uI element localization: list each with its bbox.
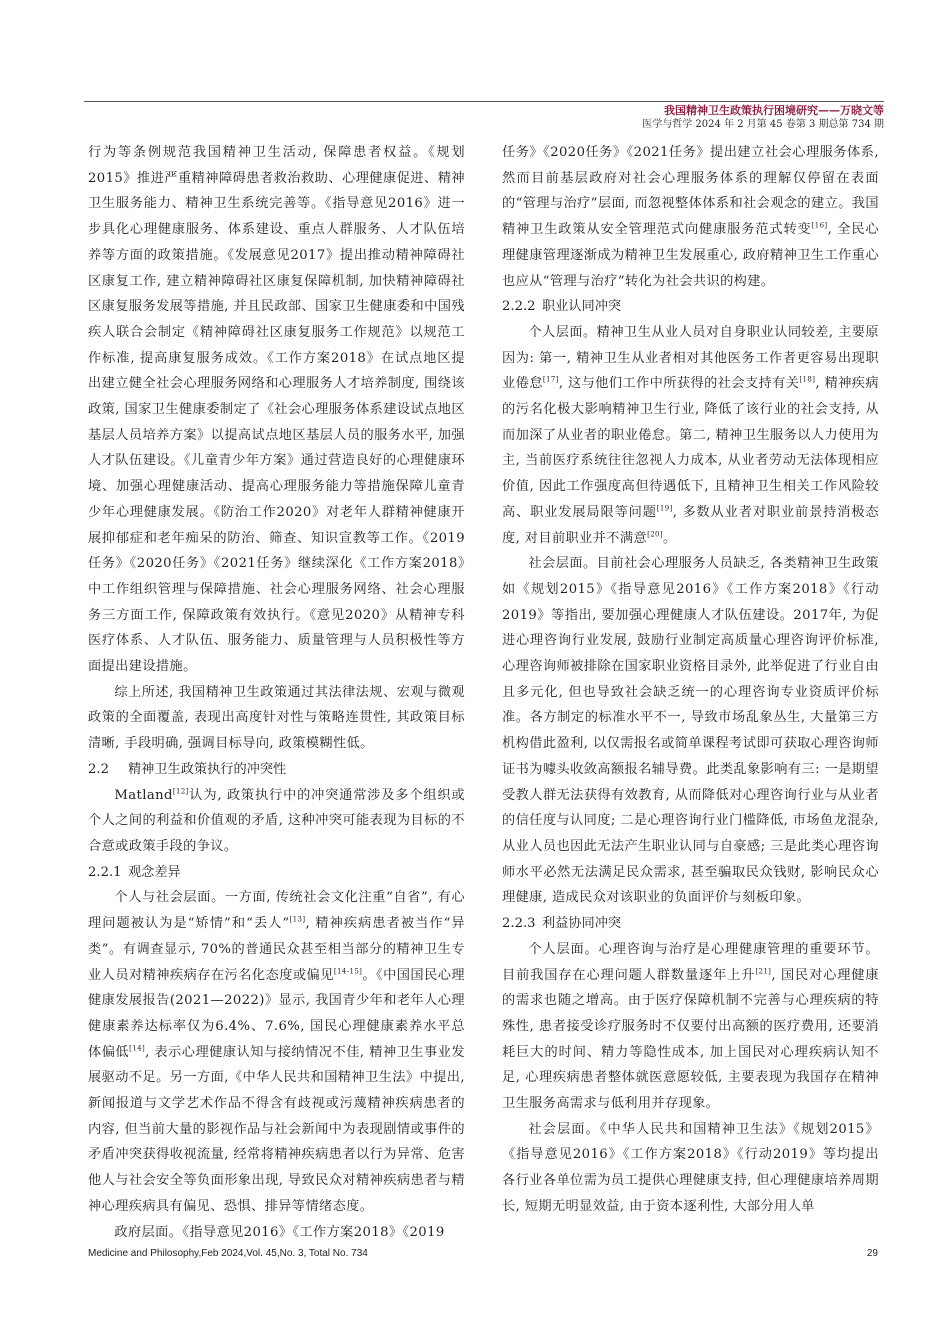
citation: [14]	[129, 1044, 146, 1053]
text-run: 认为, 政策执行中的冲突通常涉及多个组织或个人之间的利益和价值观的矛盾, 这种冲突可能表现为目标的不合意或政策手段的争议。	[88, 787, 465, 854]
paragraph: 社会层面。《中华人民共和国精神卫生法》《规划2015》《指导意见2016》《工作方案2018》《行动2019》等均提出各行业各单位需为员工提供心理健康支持, 但心理健康培养周期长, 短期无明显效益, 由于资本逐利性, 大部分用人单	[502, 1121, 879, 1214]
section-number: 2.2	[88, 761, 109, 777]
text-run: 。	[663, 530, 677, 546]
citation: [20]	[647, 530, 664, 539]
paragraph	[88, 783, 465, 860]
text-run: , 表示心理健康认知与接纳情况不佳, 精神卫生事业发展驱动不足。另一方面,《中华人民共和国精神卫生法》中提出, 新闻报道与文学艺术作品不得含有歧视或污蔑精神疾病患者的内容, 但当前大量的影视作品与社会新闻中为表现剧情或事件的矛盾冲突获得收视流量, 经常将精神疾病患者以行为异常、危害他人与社会安全等负面形象出现, 导致民众对精神疾病患者与精神心理疾病具有偏见、恐惧、排异等情绪态度。	[88, 1044, 465, 1214]
section-number: 2.2.2	[502, 299, 536, 315]
left-column	[88, 140, 465, 1245]
paragraph: 综上所述, 我国精神卫生政策通过其法律法规、宏观与微观政策的全面覆盖, 表现出高度针对性与策略连贯性, 其政策目标清晰, 手段明确, 强调目标导向, 政策模糊性低。	[88, 684, 465, 752]
citation: [21]	[755, 967, 772, 976]
section-heading-2-2-1	[88, 860, 465, 886]
page-header	[84, 101, 884, 132]
paragraph	[502, 140, 879, 294]
citation: [16]	[811, 221, 828, 230]
section-title: 利益协同冲突	[542, 916, 622, 932]
text-run: Matland	[114, 787, 173, 803]
page-footer	[88, 1248, 878, 1259]
paragraph	[502, 937, 879, 1117]
text-run: , 这与他们工作中所获得的社会支持有关	[558, 376, 800, 392]
text-run: 任务》《2020任务》《2021任务》提出建立社会心理服务体系, 然而目前基层政府对社会心理服务体系的理解仅停留在表面的“管理与治疗”层面, 而忽视整体体系和社会观念的建立。我国精神卫生政策从安全管理范式向健康服务范式转变	[502, 145, 879, 238]
text-run: 个人与社会层面。一方面, 传统社会文化注重“自省”, 有心理问题被认为是“矫情”和“丢人”	[88, 890, 465, 932]
section-title: 职业认同冲突	[542, 299, 622, 315]
citation: [14-15]	[333, 967, 363, 976]
section-number: 2.2.3	[502, 916, 536, 932]
section-heading-2-2-2	[502, 294, 879, 320]
text-run: , 全民心理健康管理逐渐成为精神卫生发展重心, 政府精神卫生工作重心也应从“管理与治疗”转化为社会共识的构建。	[502, 222, 879, 289]
text-run: 个人层面。心理咨询与治疗是心理健康管理的重要环节。目前我国存在心理问题人群数量逐年上升	[502, 941, 879, 983]
section-heading-2-2	[88, 757, 465, 783]
paragraph	[502, 320, 879, 551]
citation: [12]	[172, 787, 189, 796]
citation: [19]	[656, 504, 673, 513]
section-title: 精神卫生政策执行的冲突性	[128, 761, 287, 777]
text-run: 。《中国国民心理健康发展报告(2021—2022)》显示, 我国青少年和老年人心理健康素养达标率仅为6.4%、7.6%, 国民心理健康素养水平总体偏低	[88, 967, 465, 1060]
text-run: , 精神疾病的污名化极大影响精神卫生行业, 降低了该行业的社会支持, 从而加深了从业者的职业倦怠。第二, 精神卫生服务以人力使用为主, 当前医疗系统往往忽视人力成本, 从业者劳动无法体现相应价值, 因此工作强度高但待遇低下, 且精神卫生相关工作风险较高、职业发展局限等问题	[502, 376, 879, 520]
right-column	[502, 140, 879, 1220]
paragraph: 政府层面。《指导意见2016》《工作方案2018》《2019	[114, 1224, 445, 1240]
citation: [17]	[542, 375, 559, 384]
text-run: , 多数从业者对职业前景持消极态度, 对目前职业并不满意	[502, 504, 879, 546]
journal-citation: Medicine and Philosophy,Feb 2024,Vol. 45,No. 3, Total No. 734	[88, 1248, 368, 1259]
paragraph	[88, 885, 465, 1219]
issue-line: 医学与哲学 2024 年 2 月第 45 卷第 3 期总第 734 期	[642, 119, 884, 130]
section-number: 2.2.1	[88, 864, 122, 880]
text-run: 个人层面。精神卫生从业人员对自身职业认同较差, 主要原因为: 第一, 精神卫生从业者相对其他医务工作者更容易出现职业倦怠	[502, 324, 879, 392]
paragraph: 社会层面。目前社会心理服务人员缺乏, 各类精神卫生政策如《规划2015》《指导意见2016》《工作方案2018》《行动2019》等指出, 要加强心理健康人才队伍建设。2017年, 为促进心理咨询行业发展, 鼓励行业制定高质量心理咨询评价标准, 心理咨询师被排除在国家职业资格目录外, 此举促进了行业自由且多元化, 但也导致社会缺乏统一的心理咨询专业资质评价标准。各方制定的标准水平不一, 导致市场乱象丛生, 大量第三方机构借此盈利, 以仅需报名或简单课程考试即可获取心理咨询师证书为噱头收敛高额报名辅导费。此类乱象影响有三: 一是期望受教人群无法获得有效教育, 从而降低对心理咨询行业与从业者的信任度与认同度; 二是心理咨询行业门槛降低, 市场鱼龙混杂, 从业人员也因此无法产生职业认同与自豪感; 三是此类心理咨询师水平必然无法满足民众需求, 甚至骗取民众钱财, 影响民众心理健康, 造成民众对该职业的负面评价与刻板印象。	[502, 556, 879, 906]
paragraph: 行为等条例规范我国精神卫生活动, 保障患者权益。《规划2015》推进严重精神障碍患者救治救助、心理健康促进、精神卫生服务能力、精神卫生系统完善等。《指导意见2016》进一步具化心理健康服务、体系建设、重点人群服务、人才队伍培养等方面的政策措施。《发展意见2017》提出推动精神障碍社区康复工作, 建立精神障碍社区康复保障机制, 加快精神障碍社区康复服务发展等措施, 并且民政部、国家卫生健康委和中国残疾人联合会制定《精神障碍社区康复服务工作规范》以规范工作标准, 提高康复服务成效。《工作方案2018》在试点地区提出建立健全社会心理服务网络和心理服务人才培养制度, 围绕该政策, 国家卫生健康委制定了《社会心理服务体系建设试点地区基层人员培养方案》以提高试点地区基层人员的服务水平, 加强人才队伍建设。《儿童青少年方案》通过营造良好的心理健康环境、加强心理健康活动、提高心理服务能力等措施保障儿童青少年心理健康发展。《防治工作2020》对老年人群精神健康开展抑郁症和老年痴呆的防治、筛查、知识宣教等工作。《2019任务》《2020任务》《2021任务》继续深化《工作方案2018》中工作组织管理与保障措施、社会心理服务网络、社会心理服务三方面工作, 保障政策有效执行。《意见2020》从精神专科医疗体系、人才队伍、服务能力、质量管理与人员积极性等方面提出建设措施。	[88, 145, 465, 675]
section-heading-2-2-3	[502, 911, 879, 937]
citation: [18]	[799, 375, 816, 384]
section-title: 观念差异	[128, 864, 181, 880]
text-run: , 国民对心理健康的需求也随之增高。由于医疗保障机制不完善与心理疾病的特殊性, 患者接受诊疗服务时不仅要付出高额的医疗费用, 还要消耗巨大的时间、精力等隐性成本, 加上国民对心理疾病认知不足, 心理疾病患者整体就医意愿较低, 主要表现为我国存在精神卫生服务高需求与低利用并存现象。	[502, 967, 880, 1112]
text-run: , 精神疾病患者被当作“异类”。有调查显示, 70%的普通民众甚至相当部分的精神卫生专业人员对精神疾病存在污名化态度或偏见	[88, 916, 466, 983]
citation: [13]	[289, 915, 306, 924]
page-number: 29	[866, 1248, 878, 1259]
running-title: 我国精神卫生政策执行困境研究——万晓文等	[664, 104, 884, 117]
